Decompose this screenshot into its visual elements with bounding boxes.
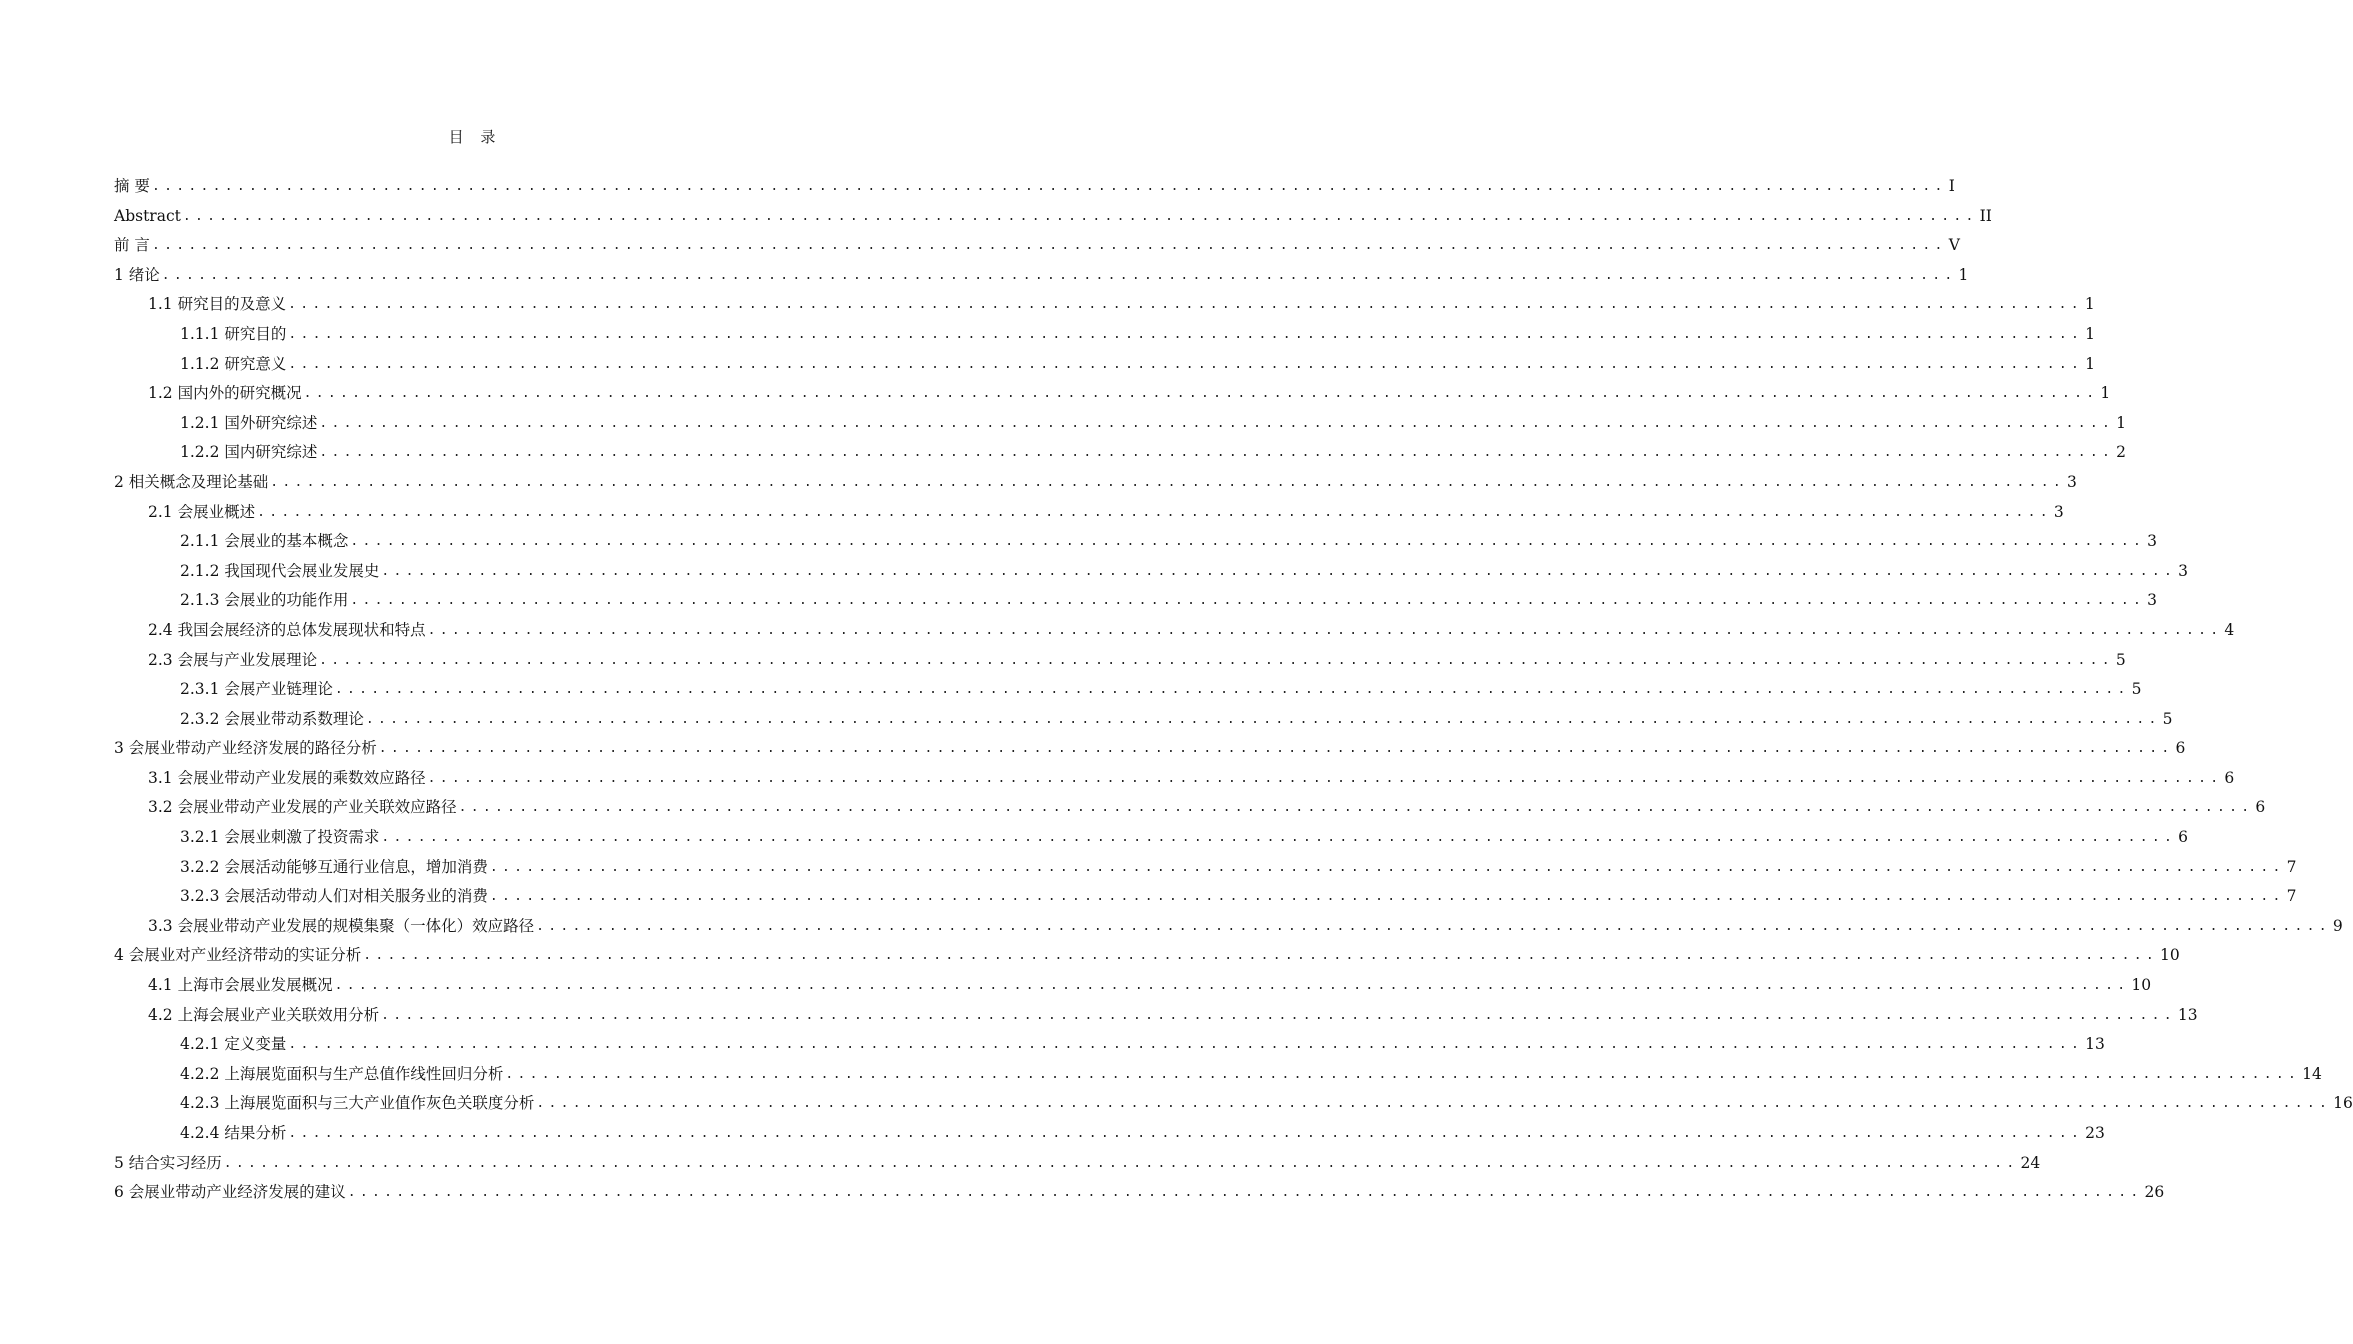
toc-entry-page-number: 3 xyxy=(2178,561,2188,580)
dot-leader: .................................................................................................................................................... xyxy=(350,534,2146,550)
dot-leader: .................................................................................................................................................... xyxy=(182,208,1978,224)
toc-entry-label: 1.2.1 国外研究综述 xyxy=(180,413,318,432)
toc-entry[interactable] xyxy=(114,290,2095,320)
dot-leader: .................................................................................................................................................... xyxy=(363,948,2159,964)
toc-entry-page-number: 5 xyxy=(2131,680,2142,699)
toc-entry[interactable] xyxy=(114,646,2126,676)
toc-entry-page-number: II xyxy=(1979,206,1992,225)
toc-entry-label: 2.1.1 会展业的基本概念 xyxy=(180,532,349,551)
toc-entry-page-number: I xyxy=(1948,177,1955,195)
toc-entry[interactable] xyxy=(114,1089,2353,1119)
toc-entry-label: 3.3 会展业带动产业发展的规模集聚（一体化）效应路径 xyxy=(148,916,535,935)
toc-entry-label: Abstract xyxy=(114,206,181,225)
toc-entry-label: 2.3 会展与产业发展理论 xyxy=(148,650,318,669)
toc-entry-page-number: 1 xyxy=(1958,265,1969,284)
toc-entry-label: 2.3.1 会展产业链理论 xyxy=(180,680,333,699)
toc-entry-label: 2.1.3 会展业的功能作用 xyxy=(180,591,349,610)
dot-leader: .................................................................................................................................................... xyxy=(257,504,2052,520)
toc-entry-page-number: 3 xyxy=(2147,532,2157,551)
toc-entry-page-number: 16 xyxy=(2333,1094,2353,1113)
toc-entry-page-number: 6 xyxy=(2224,768,2235,787)
toc-entry[interactable] xyxy=(114,912,2343,942)
toc-entry[interactable] xyxy=(114,675,2142,705)
toc-entry-page-number: 23 xyxy=(2085,1124,2105,1142)
toc-entry[interactable] xyxy=(114,1001,2198,1031)
toc-entry-page-number: 1 xyxy=(2085,354,2095,373)
toc-entry[interactable] xyxy=(114,586,2157,616)
toc-entry-label: 4.2.4 结果分析 xyxy=(180,1124,287,1142)
toc-entry-page-number: 24 xyxy=(2020,1153,2041,1172)
toc-entry-page-number: 9 xyxy=(2332,916,2343,935)
toc-entry-label: 摘 要 xyxy=(114,177,150,195)
toc-entry-page-number: 1 xyxy=(2116,413,2126,432)
toc-entry-page-number: 5 xyxy=(2115,650,2126,669)
toc-entry-page-number: 4 xyxy=(2224,620,2235,639)
toc-entry[interactable] xyxy=(114,379,2111,409)
toc-entry-label: 6 会展业带动产业经济发展的建议 xyxy=(114,1183,346,1202)
toc-entry[interactable] xyxy=(114,705,2173,735)
dot-leader: .................................................................................................................................................... xyxy=(536,918,2331,934)
toc-entry-label: 3.2.2 会展活动能够互通行业信息，增加消费 xyxy=(180,857,488,876)
dot-leader: .................................................................................................................................................... xyxy=(319,652,2114,668)
toc-entry[interactable] xyxy=(114,1060,2322,1090)
toc-entry-label: 1.1.2 研究意义 xyxy=(180,354,287,373)
toc-entry-label: 3 会展业带动产业经济发展的路径分析 xyxy=(114,739,377,758)
toc-entry[interactable] xyxy=(114,1178,2165,1208)
dot-leader: .................................................................................................................................................... xyxy=(458,800,2254,816)
toc-entry-label: 3.2.1 会展业刺激了投资需求 xyxy=(180,828,380,847)
dot-leader: .................................................................................................................................................... xyxy=(381,830,2177,846)
toc-entry-label: 1.2.2 国内研究综述 xyxy=(180,443,318,462)
toc-entry-label: 2 相关概念及理论基础 xyxy=(114,472,269,491)
dot-leader: .................................................................................................................................................... xyxy=(151,238,1947,254)
toc-entry[interactable] xyxy=(114,941,2180,971)
dot-leader: .................................................................................................................................................... xyxy=(288,1037,2084,1053)
toc-entry-page-number: 1 xyxy=(2085,324,2095,343)
toc-entry-label: 2.4 我国会展经济的总体发展现状和特点 xyxy=(148,620,426,639)
toc-entry[interactable] xyxy=(114,350,2095,380)
toc-entry-label: 2.3.2 会展业带动系数理论 xyxy=(180,709,364,728)
toc-entry-label: 1.2 国内外的研究概况 xyxy=(148,384,302,403)
toc-entry-label: 4.2.2 上海展览面积与生产总值作线性回归分析 xyxy=(180,1064,504,1083)
dot-leader: .................................................................................................................................................... xyxy=(151,179,1947,194)
toc-entry[interactable] xyxy=(114,1119,2105,1149)
toc-entry-label: 4.2.3 上海展览面积与三大产业值作灰色关联度分析 xyxy=(180,1094,535,1113)
toc-entry-label: 4.2.1 定义变量 xyxy=(180,1035,287,1054)
toc-entry[interactable] xyxy=(114,793,2266,823)
dot-leader: .................................................................................................................................................... xyxy=(288,356,2084,372)
toc-entry-page-number: V xyxy=(1948,236,1960,255)
dot-leader: .................................................................................................................................................... xyxy=(347,1185,2143,1201)
toc-entry[interactable] xyxy=(114,1030,2105,1060)
dot-leader: .................................................................................................................................................... xyxy=(288,326,2084,342)
toc-entry-page-number: 6 xyxy=(2175,739,2186,758)
toc-entry[interactable] xyxy=(114,882,2297,912)
toc-entry-page-number: 6 xyxy=(2178,828,2188,847)
toc-entry-page-number: 7 xyxy=(2286,857,2297,876)
toc-entry-page-number: 6 xyxy=(2255,798,2266,817)
toc-entry[interactable] xyxy=(114,616,2235,646)
toc-entry-page-number: 13 xyxy=(2177,1005,2198,1024)
dot-leader: .................................................................................................................................................... xyxy=(350,593,2146,609)
toc-entry[interactable] xyxy=(114,557,2188,587)
dot-leader: .................................................................................................................................................... xyxy=(489,889,2285,905)
dot-leader: .................................................................................................................................................... xyxy=(334,978,2130,994)
dot-leader: .................................................................................................................................................... xyxy=(365,711,2161,727)
dot-leader: .................................................................................................................................................... xyxy=(288,297,2083,313)
toc-entry-page-number: 5 xyxy=(2162,709,2173,728)
toc-entry[interactable] xyxy=(114,409,2126,439)
toc-entry-page-number: 10 xyxy=(2160,946,2180,965)
toc-entry-label: 1 绪论 xyxy=(114,265,160,284)
toc-entry[interactable] xyxy=(114,498,2064,528)
toc-entry-page-number: 1 xyxy=(2084,295,2095,314)
dot-leader: .................................................................................................................................................... xyxy=(270,474,2066,490)
dot-leader: .................................................................................................................................................... xyxy=(288,1126,2084,1141)
dot-leader: .................................................................................................................................................... xyxy=(381,563,2177,579)
toc-entry[interactable] xyxy=(114,438,2126,468)
toc-entry-label: 2.1 会展业概述 xyxy=(148,502,256,521)
toc-entry[interactable] xyxy=(114,823,2188,853)
dot-leader: .................................................................................................................................................... xyxy=(378,741,2174,757)
toc-entry-page-number: 3 xyxy=(2053,502,2064,521)
toc-entry-page-number: 13 xyxy=(2085,1035,2105,1054)
toc-entry-page-number: 3 xyxy=(2147,591,2157,610)
dot-leader: .................................................................................................................................................... xyxy=(303,386,2099,402)
toc-entry[interactable] xyxy=(114,764,2235,794)
dot-leader: .................................................................................................................................................... xyxy=(427,770,2223,786)
toc-entry[interactable] xyxy=(114,971,2152,1001)
dot-leader: .................................................................................................................................................... xyxy=(319,445,2115,461)
dot-leader: .................................................................................................................................................... xyxy=(223,1155,2019,1171)
dot-leader: .................................................................................................................................................... xyxy=(161,267,1957,283)
toc-entry-page-number: 14 xyxy=(2302,1064,2322,1083)
toc-entry-label: 4 会展业对产业经济带动的实证分析 xyxy=(114,946,362,965)
toc-entry-label: 1.1.1 研究目的 xyxy=(180,324,287,343)
toc-entry[interactable] xyxy=(114,320,2095,350)
toc-entry[interactable] xyxy=(114,202,1992,232)
toc-entry[interactable] xyxy=(114,231,1960,261)
toc-entry-page-number: 10 xyxy=(2131,976,2152,995)
dot-leader: .................................................................................................................................................... xyxy=(427,622,2223,638)
toc-entry-label: 3.2.3 会展活动带动人们对相关服务业的消费 xyxy=(180,887,488,906)
table-of-contents xyxy=(114,172,2353,1208)
toc-entry-page-number: 26 xyxy=(2144,1183,2165,1202)
toc-entry-label: 3.2 会展业带动产业发展的产业关联效应路径 xyxy=(148,798,457,817)
dot-leader: .................................................................................................................................................... xyxy=(334,682,2130,698)
toc-entry[interactable] xyxy=(114,172,1955,202)
toc-entry-label: 1.1 研究目的及意义 xyxy=(148,295,287,314)
toc-entry-label: 4.2 上海会展业产业关联效用分析 xyxy=(148,1005,380,1024)
toc-entry[interactable] xyxy=(114,734,2186,764)
dot-leader: .................................................................................................................................................... xyxy=(536,1096,2332,1112)
toc-entry[interactable] xyxy=(114,261,1969,291)
toc-entry-label: 4.1 上海市会展业发展概况 xyxy=(148,976,333,995)
dot-leader: .................................................................................................................................................... xyxy=(505,1066,2301,1082)
toc-entry-page-number: 1 xyxy=(2100,384,2111,403)
toc-entry[interactable] xyxy=(114,468,2077,498)
toc-entry[interactable] xyxy=(114,527,2157,557)
toc-entry[interactable] xyxy=(114,853,2297,883)
toc-entry[interactable] xyxy=(114,1149,2041,1179)
dot-leader: .................................................................................................................................................... xyxy=(319,415,2115,431)
dot-leader: .................................................................................................................................................... xyxy=(381,1007,2176,1023)
toc-entry-label: 2.1.2 我国现代会展业发展史 xyxy=(180,561,380,580)
toc-entry-page-number: 2 xyxy=(2116,443,2126,462)
toc-entry-page-number: 3 xyxy=(2067,472,2077,491)
dot-leader: .................................................................................................................................................... xyxy=(489,859,2285,875)
toc-entry-label: 5 结合实习经历 xyxy=(114,1153,222,1172)
toc-entry-label: 3.1 会展业带动产业发展的乘数效应路径 xyxy=(148,768,426,787)
toc-entry-label: 前 言 xyxy=(114,236,150,255)
toc-entry-page-number: 7 xyxy=(2286,887,2297,906)
toc-title: 目 录 xyxy=(448,128,502,146)
